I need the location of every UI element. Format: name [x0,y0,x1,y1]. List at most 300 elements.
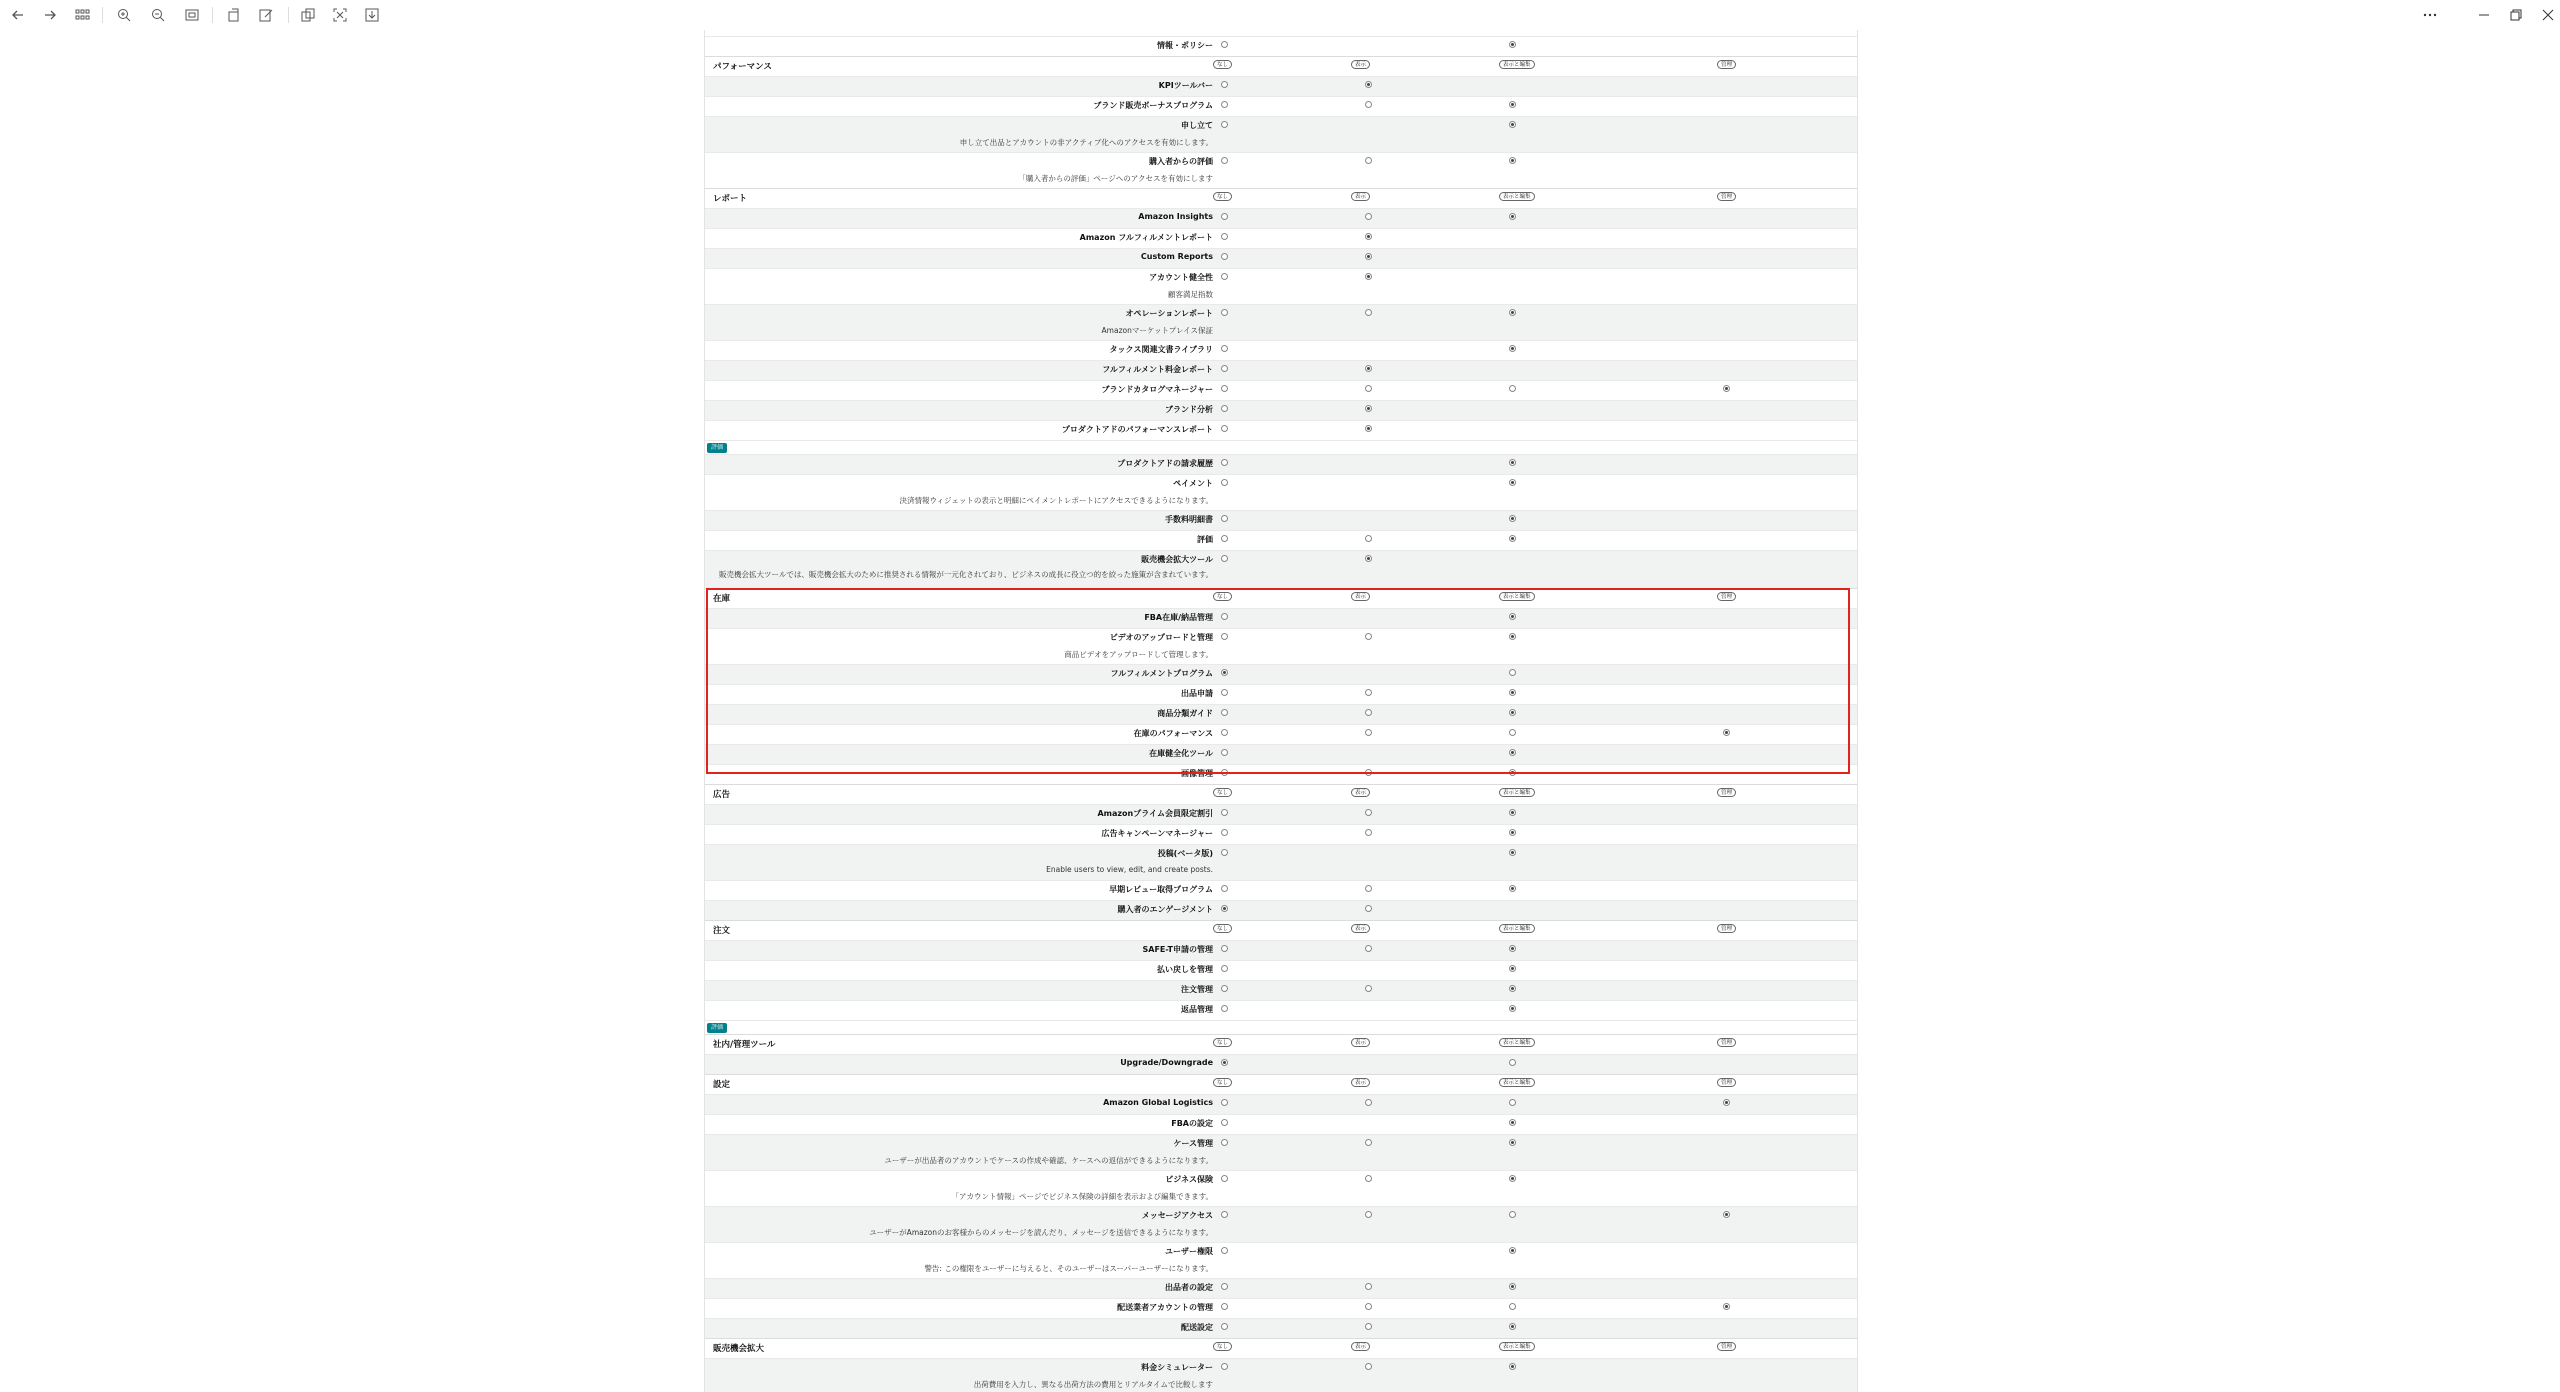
select-all-admin-button[interactable]: 管理 [1717,60,1736,69]
select-all-none-button[interactable]: なし [1213,924,1232,933]
permission-description: ユーザーが出品者のアカウントでケースの作成や確認、ケースへの返信ができるようになります。 [884,1156,1213,1165]
radio-view[interactable] [1365,1303,1372,1310]
permission-label: メッセージアクセス [1141,1211,1213,1220]
permission-label: 在庫のパフォーマンス [1133,729,1213,738]
permission-label: ブランド販売ボーナスプログラム [1093,101,1213,110]
radio-edit[interactable] [1509,829,1516,836]
radio-edit[interactable] [1509,633,1516,640]
radio-none[interactable] [1221,253,1228,260]
radio-view[interactable] [1365,157,1372,164]
permission-label: Custom Reports [1140,252,1213,261]
permission-description: 決済情報ウィジェットの表示と明細にペイメントレポートにアクセスできるようになります。 [899,496,1213,505]
permission-label: 出品者の設定 [1165,1283,1213,1292]
permission-description: ユーザーがAmazonのお客様からのメッセージを読んだり、メッセージを送信できるようになります。 [869,1228,1213,1237]
radio-view[interactable] [1365,385,1372,392]
radio-none[interactable] [1221,309,1228,316]
select-all-edit-button[interactable]: 表示と編集 [1499,788,1535,797]
permission-row [705,76,1857,96]
select-all-edit-button[interactable]: 表示と編集 [1499,1342,1535,1351]
radio-edit[interactable] [1509,945,1516,952]
radio-view[interactable] [1365,633,1372,640]
permission-row [705,1318,1857,1338]
select-all-edit-button[interactable]: 表示と編集 [1499,192,1535,201]
toolbar-separator [288,7,289,23]
copy-icon[interactable] [298,5,318,25]
permission-description: 「購入者からの評価」ページへのアクセスを有効にします [1018,174,1213,183]
radio-edit[interactable] [1509,1283,1516,1290]
radio-none[interactable] [1221,479,1228,486]
permission-label: FBAの設定 [1171,1119,1213,1128]
radio-edit[interactable] [1509,459,1516,466]
radio-view[interactable] [1365,405,1372,412]
permission-label: ケース管理 [1173,1139,1213,1148]
radio-none[interactable] [1221,365,1228,372]
radio-view[interactable] [1365,985,1372,992]
permission-row [705,248,1857,268]
permission-row [705,960,1857,980]
radio-view[interactable] [1365,709,1372,716]
radio-none[interactable] [1221,633,1228,640]
radio-edit[interactable] [1509,669,1516,676]
radio-none[interactable] [1221,1211,1228,1218]
section-header-row [705,920,1857,940]
permission-row [705,1298,1857,1318]
radio-admin[interactable] [1723,1303,1730,1310]
toolbar-separator [102,7,103,23]
radio-edit[interactable] [1509,1099,1516,1106]
radio-view[interactable] [1365,273,1372,280]
radio-none[interactable] [1221,1303,1228,1310]
radio-edit[interactable] [1509,479,1516,486]
radio-none[interactable] [1221,1099,1228,1106]
select-all-admin-button[interactable]: 管理 [1717,924,1736,933]
permission-label: 早期レビュー取得プログラム [1109,885,1213,894]
zoom-out-icon[interactable] [148,5,168,25]
section-header-row [705,588,1857,608]
permission-row [705,550,1857,588]
radio-none[interactable] [1221,1283,1228,1290]
permission-label: ビジネス保険 [1165,1175,1213,1184]
radio-view[interactable] [1365,729,1372,736]
toolbar-separator [212,7,213,23]
permission-description: 「アカウント情報」ページでビジネス保険の詳細を表示および編集できます。 [951,1192,1213,1201]
radio-edit[interactable] [1509,1211,1516,1218]
permission-label: 注文管理 [1181,985,1213,994]
select-all-view-button[interactable]: 表示 [1351,1342,1370,1351]
radio-edit[interactable] [1509,1323,1516,1330]
permission-description: 顧客満足指数 [1168,290,1213,299]
radio-none[interactable] [1221,157,1228,164]
select-all-none-button[interactable]: なし [1213,1342,1232,1351]
section-header-row [705,1034,1857,1054]
permission-label: Amazonプライム会員限定割引 [1097,809,1213,818]
radio-edit[interactable] [1509,965,1516,972]
permission-label: ブランド分析 [1165,405,1213,414]
section-title: 注文 [713,926,731,936]
permission-label: 広告キャンペーンマネージャー [1101,829,1213,838]
radio-none[interactable] [1221,689,1228,696]
tag-row [705,1020,1857,1034]
permission-row [705,824,1857,844]
permission-row [705,116,1857,152]
radio-view[interactable] [1365,213,1372,220]
permission-row [705,804,1857,824]
section-title: 広告 [713,790,731,800]
radio-admin[interactable] [1723,1211,1730,1218]
section-header-row [705,784,1857,804]
radio-none[interactable] [1221,535,1228,542]
radio-view[interactable] [1365,253,1372,260]
capture-icon[interactable] [330,5,350,25]
radio-view[interactable] [1365,829,1372,836]
permission-label: タックス関連文書ライブラリ [1109,345,1213,354]
select-all-edit-button[interactable]: 表示と編集 [1499,924,1535,933]
radio-none[interactable] [1221,345,1228,352]
section-header-row [705,1074,1857,1094]
permission-label: KPIツールバー [1158,81,1213,90]
permission-row [705,764,1857,784]
rotate-icon[interactable] [224,5,244,25]
radio-none[interactable] [1221,985,1228,992]
radio-view[interactable] [1365,1283,1372,1290]
radio-view[interactable] [1365,81,1372,88]
select-all-admin-button[interactable]: 管理 [1717,1038,1736,1047]
permission-row [705,940,1857,960]
radio-view[interactable] [1365,769,1372,776]
permission-row [705,844,1857,880]
radio-none[interactable] [1221,945,1228,952]
permission-label: ビデオのアップロードと管理 [1109,633,1213,642]
permission-label: 返品管理 [1181,1005,1213,1014]
radio-none[interactable] [1221,233,1228,240]
radio-view[interactable] [1365,1139,1372,1146]
radio-none[interactable] [1221,555,1228,562]
radio-none[interactable] [1221,1005,1228,1012]
radio-edit[interactable] [1509,213,1516,220]
permission-label: 画像管理 [1181,769,1213,778]
permission-label: 配送設定 [1181,1323,1213,1332]
permission-row [705,340,1857,360]
radio-view[interactable] [1365,1363,1372,1370]
radio-none[interactable] [1221,273,1228,280]
permission-label: 情報・ポリシー [1157,41,1213,50]
permission-row [705,1134,1857,1170]
radio-edit[interactable] [1509,885,1516,892]
annotate-icon[interactable] [256,5,276,25]
permission-label: 商品分類ガイド [1157,709,1213,718]
radio-none[interactable] [1221,101,1228,108]
radio-view[interactable] [1365,945,1372,952]
permission-label: 投稿(ベータ版) [1157,849,1213,858]
radio-edit[interactable] [1509,1363,1516,1370]
radio-view[interactable] [1365,689,1372,696]
permission-label: 在庫健全化ツール [1149,749,1213,758]
section-title: 設定 [713,1080,731,1090]
select-all-view-button[interactable]: 表示 [1351,1038,1370,1047]
radio-edit[interactable] [1509,345,1516,352]
section-title: 在庫 [713,594,731,604]
more-icon[interactable] [2420,5,2440,25]
radio-none[interactable] [1221,1247,1228,1254]
radio-edit[interactable] [1509,101,1516,108]
permission-row [705,268,1857,304]
permission-row [705,1242,1857,1278]
permission-row [705,400,1857,420]
radio-view[interactable] [1365,425,1372,432]
select-all-admin-button[interactable]: 管理 [1717,788,1736,797]
radio-view[interactable] [1365,101,1372,108]
section-header-row [705,1338,1857,1358]
radio-edit[interactable] [1509,157,1516,164]
radio-none[interactable] [1221,965,1228,972]
permission-label: SAFE-T申請の管理 [1142,945,1213,954]
select-all-edit-button[interactable]: 表示と編集 [1499,1078,1535,1087]
radio-edit[interactable] [1509,809,1516,816]
permission-description: 申し立て出品とアカウントの非アクティブ化へのアクセスを有効にします。 [959,138,1213,147]
permission-label: プロダクトアドの請求履歴 [1117,459,1213,468]
close-icon[interactable] [2538,5,2558,25]
radio-none[interactable] [1221,405,1228,412]
zoom-in-icon[interactable] [114,5,134,25]
radio-none[interactable] [1221,885,1228,892]
radio-admin[interactable] [1723,729,1730,736]
section-title: 社内/管理ツール [713,1040,776,1050]
radio-none[interactable] [1221,709,1228,716]
permission-label: 購入者からの評価 [1149,157,1213,166]
permission-label: 申し立て [1181,121,1213,130]
permission-row [705,530,1857,550]
radio-edit[interactable] [1509,1303,1516,1310]
permission-label: アカウント健全性 [1149,273,1213,282]
permission-description: Amazonマーケットプレイス保証 [1101,326,1213,335]
select-all-view-button[interactable]: 表示 [1351,592,1370,601]
radio-admin[interactable] [1723,385,1730,392]
permission-row [705,1114,1857,1134]
radio-edit[interactable] [1509,1005,1516,1012]
radio-none[interactable] [1221,1139,1228,1146]
radio-view[interactable] [1365,233,1372,240]
radio-edit[interactable] [1509,515,1516,522]
select-all-edit-button[interactable]: 表示と編集 [1499,1038,1535,1047]
section-title: 販売機会拡大 [713,1344,765,1354]
permission-row [705,1206,1857,1242]
permission-row [705,684,1857,704]
select-all-none-button[interactable]: なし [1213,192,1232,201]
permission-label: Upgrade/Downgrade [1120,1058,1213,1067]
permission-row [705,454,1857,474]
permission-label: フルフィルメント料金レポート [1102,365,1213,374]
document-page [704,30,1858,1392]
back-icon[interactable] [8,5,28,25]
floating-tag[interactable]: 評価 [707,443,727,453]
radio-edit[interactable] [1509,535,1516,542]
radio-none[interactable] [1221,905,1228,912]
radio-view[interactable] [1365,885,1372,892]
select-all-view-button[interactable]: 表示 [1351,192,1370,201]
radio-edit[interactable] [1509,729,1516,736]
select-all-none-button[interactable]: なし [1213,1038,1232,1047]
radio-edit[interactable] [1509,1059,1516,1066]
select-all-none-button[interactable]: なし [1213,60,1232,69]
section-title: レポート [713,194,748,204]
forward-icon[interactable] [40,5,60,25]
permission-description: Enable users to view, edit, and create posts. [1046,865,1213,874]
permission-row [705,608,1857,628]
radio-none[interactable] [1221,459,1228,466]
permission-label: 販売機会拡大ツール [1141,555,1213,564]
radio-none[interactable] [1221,613,1228,620]
radio-edit[interactable] [1509,1119,1516,1126]
permission-row [705,474,1857,510]
permission-description: 警告: この権限をユーザーに与えると、そのユーザーはスーパーユーザーになります。 [924,1264,1213,1273]
radio-edit[interactable] [1509,121,1516,128]
permission-row [705,664,1857,684]
radio-admin[interactable] [1723,1099,1730,1106]
radio-view[interactable] [1365,555,1372,562]
radio-edit[interactable] [1509,985,1516,992]
permission-label: ペイメント [1173,479,1213,488]
radio-none[interactable] [1221,1323,1228,1330]
permission-description: 販売機会拡大ツールでは、販売機会拡大のために推奨される情報が一元化されており、ビジネスの成長に役立つ的を絞った施策が含まれています。 [718,570,1213,579]
select-all-edit-button[interactable]: 表示と編集 [1499,592,1535,601]
radio-edit[interactable] [1509,849,1516,856]
radio-none[interactable] [1221,81,1228,88]
radio-edit[interactable] [1509,1247,1516,1254]
radio-none[interactable] [1221,515,1228,522]
select-all-view-button[interactable]: 表示 [1351,788,1370,797]
radio-none[interactable] [1221,749,1228,756]
permission-label: ユーザー権限 [1165,1247,1213,1256]
grid-icon[interactable] [72,5,92,25]
radio-none[interactable] [1221,1059,1228,1066]
radio-none[interactable] [1221,385,1228,392]
permission-row [705,628,1857,664]
select-all-admin-button[interactable]: 管理 [1717,192,1736,201]
radio-edit[interactable] [1509,385,1516,392]
select-all-edit-button[interactable]: 表示と編集 [1499,60,1535,69]
permission-row [705,228,1857,248]
radio-view[interactable] [1365,1175,1372,1182]
radio-edit[interactable] [1509,709,1516,716]
permission-row [705,724,1857,744]
radio-edit[interactable] [1509,309,1516,316]
section-title: パフォーマンス [713,62,772,72]
permission-label: 購入者のエンゲージメント [1117,905,1213,914]
radio-view[interactable] [1365,809,1372,816]
permission-label: FBA在庫/納品管理 [1144,613,1213,622]
permission-row [705,380,1857,400]
section-header-row [705,56,1857,76]
permission-label: プロダクトアドのパフォーマンスレポート [1061,425,1213,434]
permission-label: Amazon フルフィルメントレポート [1079,233,1213,242]
permission-label: オペレーションレポート [1125,309,1213,318]
radio-view[interactable] [1365,1211,1372,1218]
permission-label: 配送業者アカウントの管理 [1117,1303,1213,1312]
permission-row [705,900,1857,920]
select-all-admin-button[interactable]: 管理 [1717,592,1736,601]
select-all-none-button[interactable]: なし [1213,592,1232,601]
floating-tag[interactable]: 評価 [707,1023,727,1033]
permission-row [705,510,1857,530]
radio-none[interactable] [1221,729,1228,736]
radio-none[interactable] [1221,41,1228,48]
select-all-admin-button[interactable]: 管理 [1717,1342,1736,1351]
radio-edit[interactable] [1509,1175,1516,1182]
permission-row [705,1358,1857,1392]
radio-none[interactable] [1221,213,1228,220]
permission-label: 手数料明細書 [1165,515,1213,524]
radio-none[interactable] [1221,669,1228,676]
download-icon[interactable] [362,5,382,25]
select-all-view-button[interactable]: 表示 [1351,60,1370,69]
permission-row [705,704,1857,724]
permission-row [705,744,1857,764]
select-all-none-button[interactable]: なし [1213,788,1232,797]
permission-row [705,880,1857,900]
permission-label: 払い戻しを管理 [1157,965,1213,974]
radio-edit[interactable] [1509,613,1516,620]
select-all-view-button[interactable]: 表示 [1351,924,1370,933]
section-header-row [705,188,1857,208]
radio-view[interactable] [1365,905,1372,912]
permission-description: 出荷費用を入力し、異なる出荷方法の費用とリアルタイムで比較します [973,1380,1213,1389]
radio-view[interactable] [1365,1099,1372,1106]
select-all-admin-button[interactable]: 管理 [1717,1078,1736,1087]
permission-row [705,1170,1857,1206]
select-all-none-button[interactable]: なし [1213,1078,1232,1087]
radio-none[interactable] [1221,829,1228,836]
radio-none[interactable] [1221,121,1228,128]
radio-none[interactable] [1221,1175,1228,1182]
radio-edit[interactable] [1509,41,1516,48]
permission-label: Amazon Insights [1138,212,1213,221]
radio-none[interactable] [1221,849,1228,856]
radio-edit[interactable] [1509,749,1516,756]
restore-icon[interactable] [2506,5,2526,25]
permission-row [705,360,1857,380]
radio-edit[interactable] [1509,769,1516,776]
radio-none[interactable] [1221,425,1228,432]
radio-edit[interactable] [1509,689,1516,696]
fit-page-icon[interactable] [182,5,202,25]
tag-row [705,440,1857,454]
radio-none[interactable] [1221,1363,1228,1370]
permission-row [705,96,1857,116]
permission-label: 評価 [1197,535,1213,544]
permission-row [705,208,1857,228]
radio-view[interactable] [1365,535,1372,542]
radio-edit[interactable] [1509,1139,1516,1146]
permission-label: フルフィルメントプログラム [1110,669,1213,678]
permission-row [705,152,1857,188]
radio-none[interactable] [1221,769,1228,776]
permission-row [705,420,1857,440]
radio-view[interactable] [1365,1323,1372,1330]
permission-row [705,36,1857,56]
radio-view[interactable] [1365,365,1372,372]
viewer-toolbar [0,0,2560,30]
permission-row [705,1278,1857,1298]
permission-label: Amazon Global Logistics [1103,1098,1213,1107]
permission-row [705,1000,1857,1020]
permission-row [705,1054,1857,1074]
radio-none[interactable] [1221,1119,1228,1126]
radio-view[interactable] [1365,309,1372,316]
radio-none[interactable] [1221,809,1228,816]
minimize-icon[interactable] [2474,5,2494,25]
select-all-view-button[interactable]: 表示 [1351,1078,1370,1087]
permission-label: 出品申請 [1181,689,1213,698]
